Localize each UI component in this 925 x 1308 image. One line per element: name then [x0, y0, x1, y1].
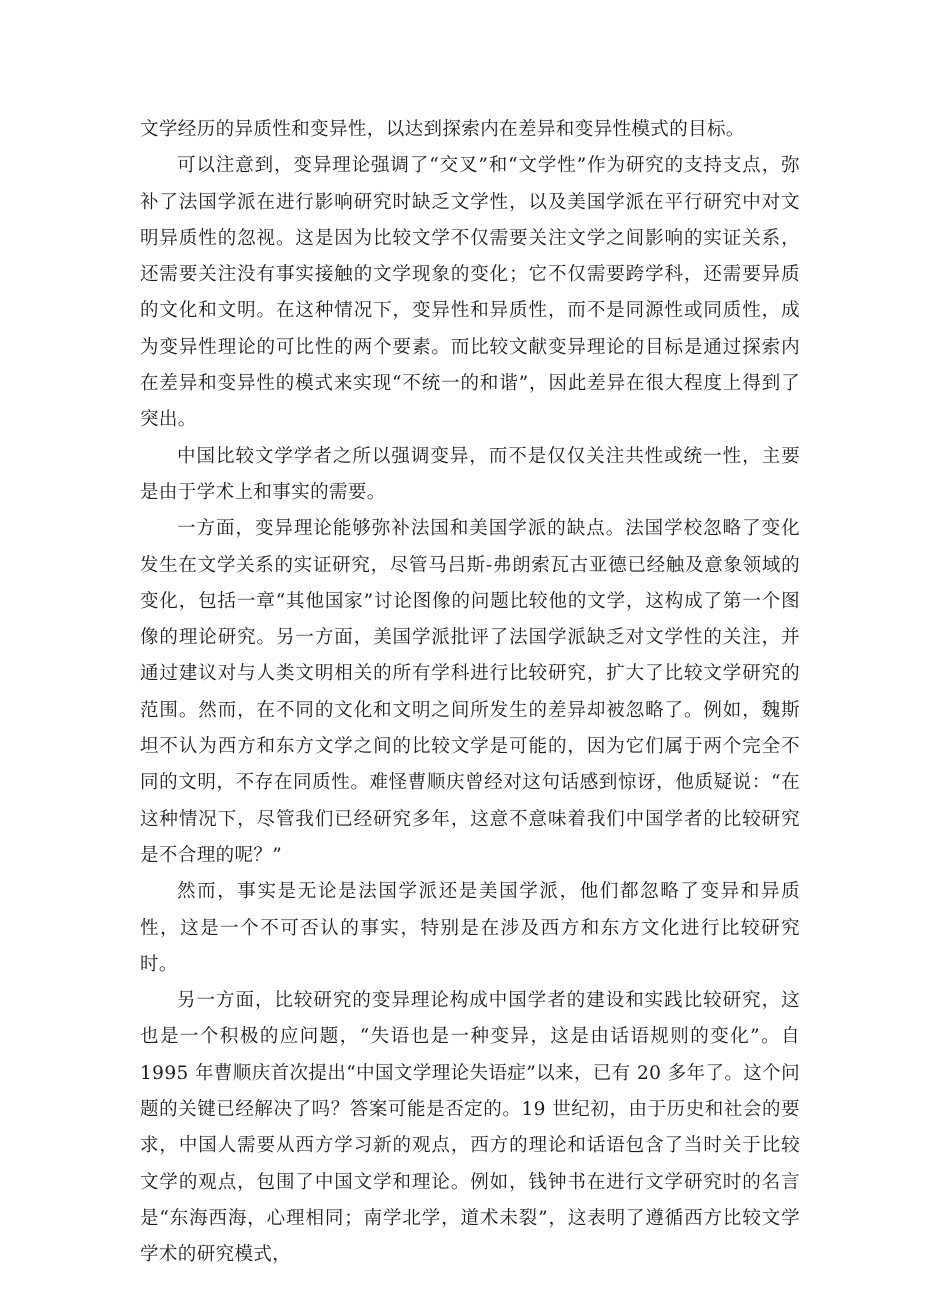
- paragraph-variation-theory-emphasis: 可以注意到，变异理论强调了“交叉”和“文学性”作为研究的支持支点，弥补了法国学派在进行影响研究时缺乏文学性，以及美国学派在平行研究中对文明异质性的忽视。这是因为比较文学不仅需要关注文学之间影响的实证关系，还需要关注没有事实接触的文学现象的变化；它不仅需要跨学科，还需要异质的文化和文明。在这种情况下，变异性和异质性，而不是同源性或同质性，成为变异性理论的可比性的两个要素。而比较文献变异理论的目标是通过探索内在差异和变异性的模式来实现“不统一的和谐”，因此差异在很大程度上得到了突出。: [140, 155, 800, 431]
- document-body: [140, 112, 800, 1274]
- paragraph-aphasia-variation: 另一方面，比较研究的变异理论构成中国学者的建设和实践比较研究，这也是一个积极的应问题，“失语也是一种变异，这是由话语规则的变化”。自 1995 年曹顺庆首次提出“中国文学理论失语症”以来，已有 20 多年了。这个问题的关键已经解决了吗？答案可能是否定的。19 世纪初，由于历史和社会的要求，中国人需要从西方学习新的观点，西方的理论和话语包含了当时关于比较文学的观点，包围了中国文学和理论。例如，钱钟书在进行文学研究时的名言是“东海西海，心理相同；南学北学，道术未裂”，这表明了遵循西方比较文学学术的研究模式，: [140, 990, 800, 1266]
- paragraph-reason-for-emphasis: 中国比较文学学者之所以强调变异，而不是仅仅关注共性或统一性，主要是由于学术上和事实的需要。: [140, 445, 800, 503]
- paragraph-continuation: 文学经历的异质性和变异性，以达到探索内在差异和变异性模式的目标。: [140, 119, 745, 140]
- paragraph-undeniable-fact: 然而，事实是无论是法国学派还是美国学派，他们都忽略了变异和异质性，这是一个不可否认的事实，特别是在涉及西方和东方文化进行比较研究时。: [140, 881, 800, 975]
- paragraph-french-american-schools: 一方面，变异理论能够弥补法国和美国学派的缺点。法国学校忽略了变化发生在文学关系的实证研究，尽管马吕斯-弗朗索瓦古亚德已经触及意象领域的变化，包括一章“其他国家”讨论图像的问题比较他的文学，这构成了第一个图像的理论研究。另一方面，美国学派批评了法国学派缺乏对文学性的关注，并通过建议对与人类文明相关的所有学科进行比较研究，扩大了比较文学研究的范围。然而，在不同的文化和文明之间所发生的差异却被忽略了。例如，魏斯坦不认为西方和东方文学之间的比较文学是可能的，因为它们属于两个完全不同的文明，不存在同质性。难怪曹顺庆曾经对这句话感到惊讶，他质疑说：“在这种情况下，尽管我们已经研究多年，这意不意味着我们中国学者的比较研究是不合理的呢？”: [140, 518, 800, 866]
